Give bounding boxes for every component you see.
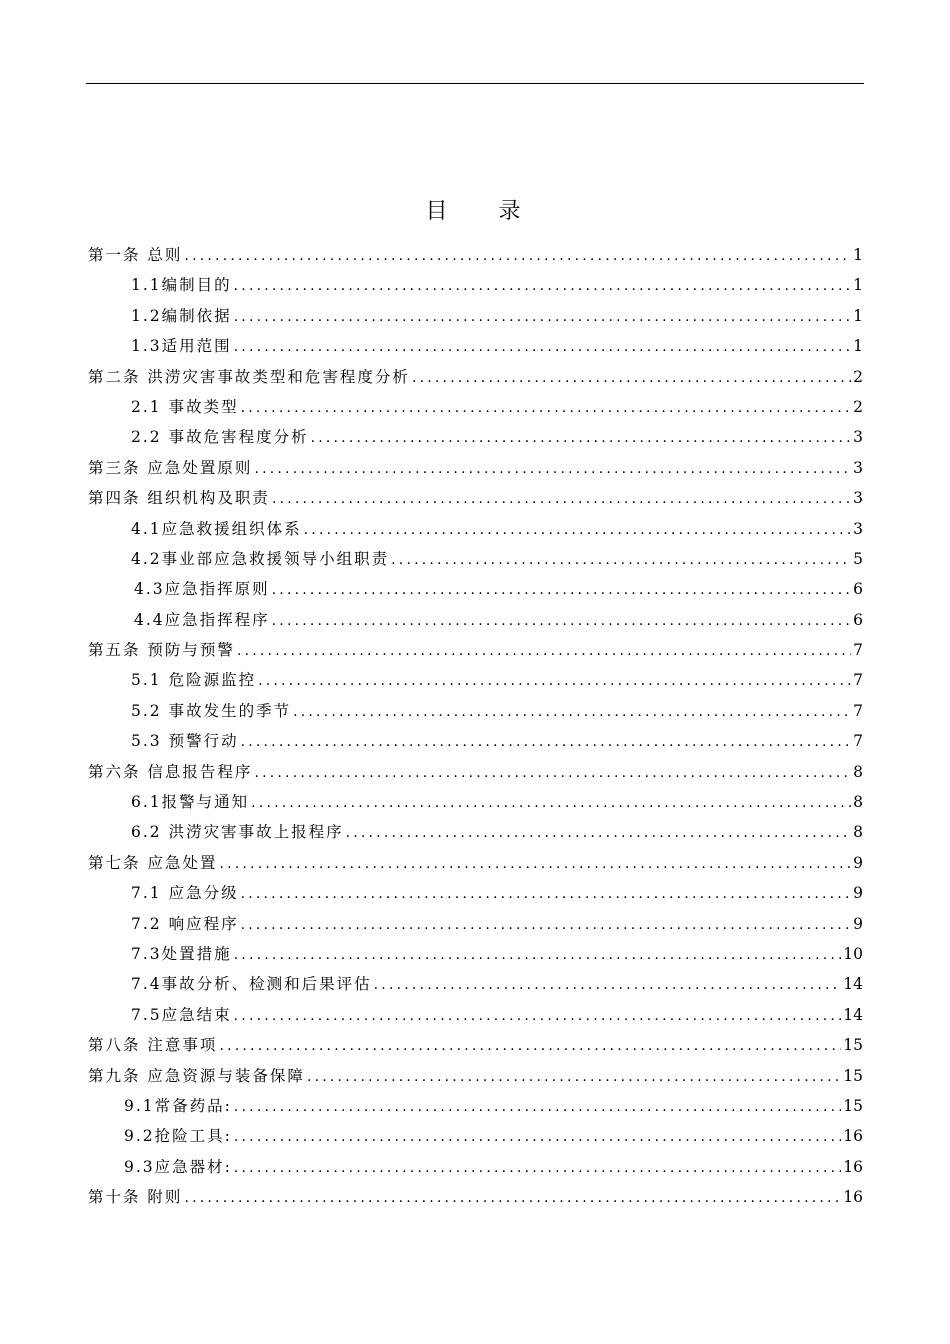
- toc-leader-dots: [412, 363, 851, 393]
- toc-entry[interactable]: [88, 544, 863, 574]
- toc-leader-dots: [219, 849, 851, 879]
- toc-leader-dots: [234, 1092, 841, 1122]
- toc-leader-dots: [346, 818, 852, 848]
- toc-entry-page: 1: [853, 276, 863, 295]
- toc-entry[interactable]: [88, 635, 863, 665]
- toc-entry-label: 第十条 附则: [88, 1188, 183, 1207]
- toc-entry-label: 4.2事业部应急救援领导小组职责: [131, 549, 390, 568]
- toc-entry[interactable]: [88, 240, 863, 270]
- toc-entry[interactable]: [88, 726, 863, 756]
- toc-entry[interactable]: [88, 939, 863, 969]
- toc-entry-label: 第六条 信息报告程序: [88, 762, 253, 781]
- toc-entry[interactable]: [88, 969, 863, 999]
- toc-entry-page: 7: [853, 671, 863, 690]
- toc-entry-page: 15: [843, 1036, 863, 1055]
- toc-entry-page: 7: [853, 732, 863, 751]
- toc-entry[interactable]: [88, 1091, 863, 1121]
- toc-entry-label: 7.3处置措施: [131, 944, 232, 963]
- toc-entry-label: 9.1常备药品:: [124, 1096, 232, 1115]
- toc-entry-page: 14: [843, 975, 863, 994]
- toc-entry[interactable]: [88, 331, 863, 361]
- toc-entry-label: 7.5应急结束: [131, 1005, 232, 1024]
- toc-leader-dots: [251, 788, 851, 818]
- toc-entry-label: 2.1 事故类型: [131, 397, 239, 416]
- toc-leader-dots: [311, 423, 852, 453]
- toc-leader-dots: [234, 940, 842, 970]
- toc-entry-label: 7.2 响应程序: [131, 914, 239, 933]
- toc-entry-label: 7.4事故分析、检测和后果评估: [131, 975, 372, 994]
- toc-entry-label: 第八条 注意事项: [88, 1036, 218, 1055]
- toc-leader-dots: [184, 241, 851, 271]
- toc-entry-label: 第三条 应急处置原则: [88, 458, 253, 477]
- toc-entry-page: 7: [853, 701, 863, 720]
- toc-entry[interactable]: [88, 1061, 863, 1091]
- toc-leader-dots: [184, 1183, 841, 1213]
- toc-entry[interactable]: [88, 514, 863, 544]
- toc-entry-label: 5.1 危险源监控: [131, 671, 257, 690]
- toc-leader-dots: [241, 910, 852, 940]
- toc-entry-page: 2: [853, 397, 863, 416]
- toc-entry-label: 7.1 应急分级: [131, 884, 239, 903]
- toc-entry-page: 3: [853, 519, 863, 538]
- toc-leader-dots: [234, 1001, 842, 1031]
- toc-entry-page: 8: [853, 762, 863, 781]
- toc-leader-dots: [234, 1122, 841, 1152]
- toc-entry-label: 第七条 应急处置: [88, 853, 218, 872]
- toc-leader-dots: [307, 1062, 841, 1092]
- toc-entry-label: 5.3 预警行动: [131, 732, 239, 751]
- toc-leader-dots: [258, 666, 851, 696]
- toc-entry[interactable]: [88, 270, 863, 300]
- toc-leader-dots: [237, 636, 851, 666]
- toc-leader-dots: [254, 758, 851, 788]
- toc-entry[interactable]: [88, 787, 863, 817]
- toc-entry[interactable]: [88, 392, 863, 422]
- toc-entry-page: 15: [843, 1096, 863, 1115]
- toc-entry[interactable]: [88, 301, 863, 331]
- toc-leader-dots: [241, 393, 852, 423]
- toc-entry-label: 1.1编制目的: [131, 276, 232, 295]
- toc-entry[interactable]: [88, 605, 863, 635]
- toc-entry-label: 6.2 洪涝灾害事故上报程序: [131, 823, 344, 842]
- toc-entry-label: 2.2 事故危害程度分析: [131, 428, 309, 447]
- toc-entry[interactable]: [88, 483, 863, 513]
- toc-entry[interactable]: [88, 696, 863, 726]
- toc-entry-label: 9.3应急器材:: [124, 1157, 232, 1176]
- toc-entry-page: 3: [853, 428, 863, 447]
- toc-entry[interactable]: [88, 665, 863, 695]
- toc-entry-label: 4.1应急救援组织体系: [131, 519, 302, 538]
- toc-leader-dots: [374, 970, 842, 1000]
- toc-entry-page: 9: [853, 853, 863, 872]
- toc-leader-dots: [219, 1031, 841, 1061]
- toc-leader-dots: [234, 271, 851, 301]
- toc-entry[interactable]: [88, 1000, 863, 1030]
- toc-leader-dots: [234, 1153, 841, 1183]
- toc-entry-label: 第一条 总则: [88, 246, 183, 264]
- toc-entry-page: 16: [843, 1127, 863, 1146]
- toc-leader-dots: [304, 515, 851, 545]
- toc-entry-label: 1.2编制依据: [131, 306, 232, 325]
- toc-leader-dots: [272, 484, 851, 514]
- toc-entry-label: 第二条 洪涝灾害事故类型和危害程度分析: [88, 367, 410, 386]
- toc-entry-page: 5: [853, 549, 863, 568]
- toc-entry[interactable]: [88, 757, 863, 787]
- toc-entry-page: 2: [853, 367, 863, 386]
- header-rule: [86, 83, 864, 84]
- toc-entry-label: 第五条 预防与预警: [88, 641, 235, 660]
- toc-entry-page: 9: [853, 884, 863, 903]
- toc-leader-dots: [293, 697, 851, 727]
- toc-entry-label: 9.2抢险工具:: [124, 1127, 232, 1146]
- table-of-contents: [88, 240, 863, 1213]
- toc-entry-page: 9: [853, 914, 863, 933]
- toc-leader-dots: [241, 879, 852, 909]
- toc-entry-page: 16: [843, 1188, 863, 1207]
- toc-entry[interactable]: [88, 453, 863, 483]
- toc-entry[interactable]: [88, 362, 863, 392]
- toc-entry-page: 3: [853, 458, 863, 477]
- toc-entry-page: 1: [853, 306, 863, 325]
- toc-entry-page: 8: [853, 793, 863, 812]
- toc-entry-page: 15: [843, 1066, 863, 1085]
- toc-entry-label: 4.4应急指挥程序: [134, 610, 270, 629]
- toc-entry[interactable]: [88, 422, 863, 452]
- toc-entry-page: 1: [853, 337, 863, 356]
- toc-leader-dots: [391, 545, 851, 575]
- toc-entry[interactable]: [88, 878, 863, 908]
- toc-entry-label: 1.3适用范围: [131, 337, 232, 356]
- toc-entry-page: 14: [843, 1005, 863, 1024]
- toc-entry-page: 10: [843, 944, 863, 963]
- toc-entry-label: 4.3应急指挥原则: [134, 580, 270, 599]
- toc-entry[interactable]: [88, 848, 863, 878]
- toc-entry-label: 6.1报警与通知: [131, 793, 250, 812]
- toc-entry[interactable]: [88, 1182, 863, 1212]
- toc-entry-page: 7: [853, 641, 863, 660]
- toc-entry-page: 6: [853, 610, 863, 629]
- toc-entry[interactable]: [88, 1030, 863, 1060]
- toc-entry[interactable]: [88, 909, 863, 939]
- toc-leader-dots: [234, 332, 851, 362]
- toc-entry-page: 6: [853, 580, 863, 599]
- toc-entry[interactable]: [88, 574, 863, 604]
- toc-leader-dots: [272, 575, 851, 605]
- toc-entry-page: 16: [843, 1157, 863, 1176]
- toc-entry-page: 3: [853, 489, 863, 508]
- toc-leader-dots: [241, 727, 852, 757]
- toc-entry-page: 1: [853, 246, 863, 264]
- toc-entry[interactable]: [88, 817, 863, 847]
- toc-leader-dots: [234, 302, 851, 332]
- toc-entry-label: 第九条 应急资源与装备保障: [88, 1066, 305, 1085]
- toc-entry-page: 8: [853, 823, 863, 842]
- toc-entry[interactable]: [88, 1152, 863, 1182]
- toc-title: 目 录: [425, 199, 543, 224]
- toc-leader-dots: [254, 454, 851, 484]
- toc-leader-dots: [272, 606, 851, 636]
- toc-entry[interactable]: [88, 1121, 863, 1151]
- toc-entry-label: 第四条 组织机构及职责: [88, 489, 270, 508]
- toc-entry-label: 5.2 事故发生的季节: [131, 701, 292, 720]
